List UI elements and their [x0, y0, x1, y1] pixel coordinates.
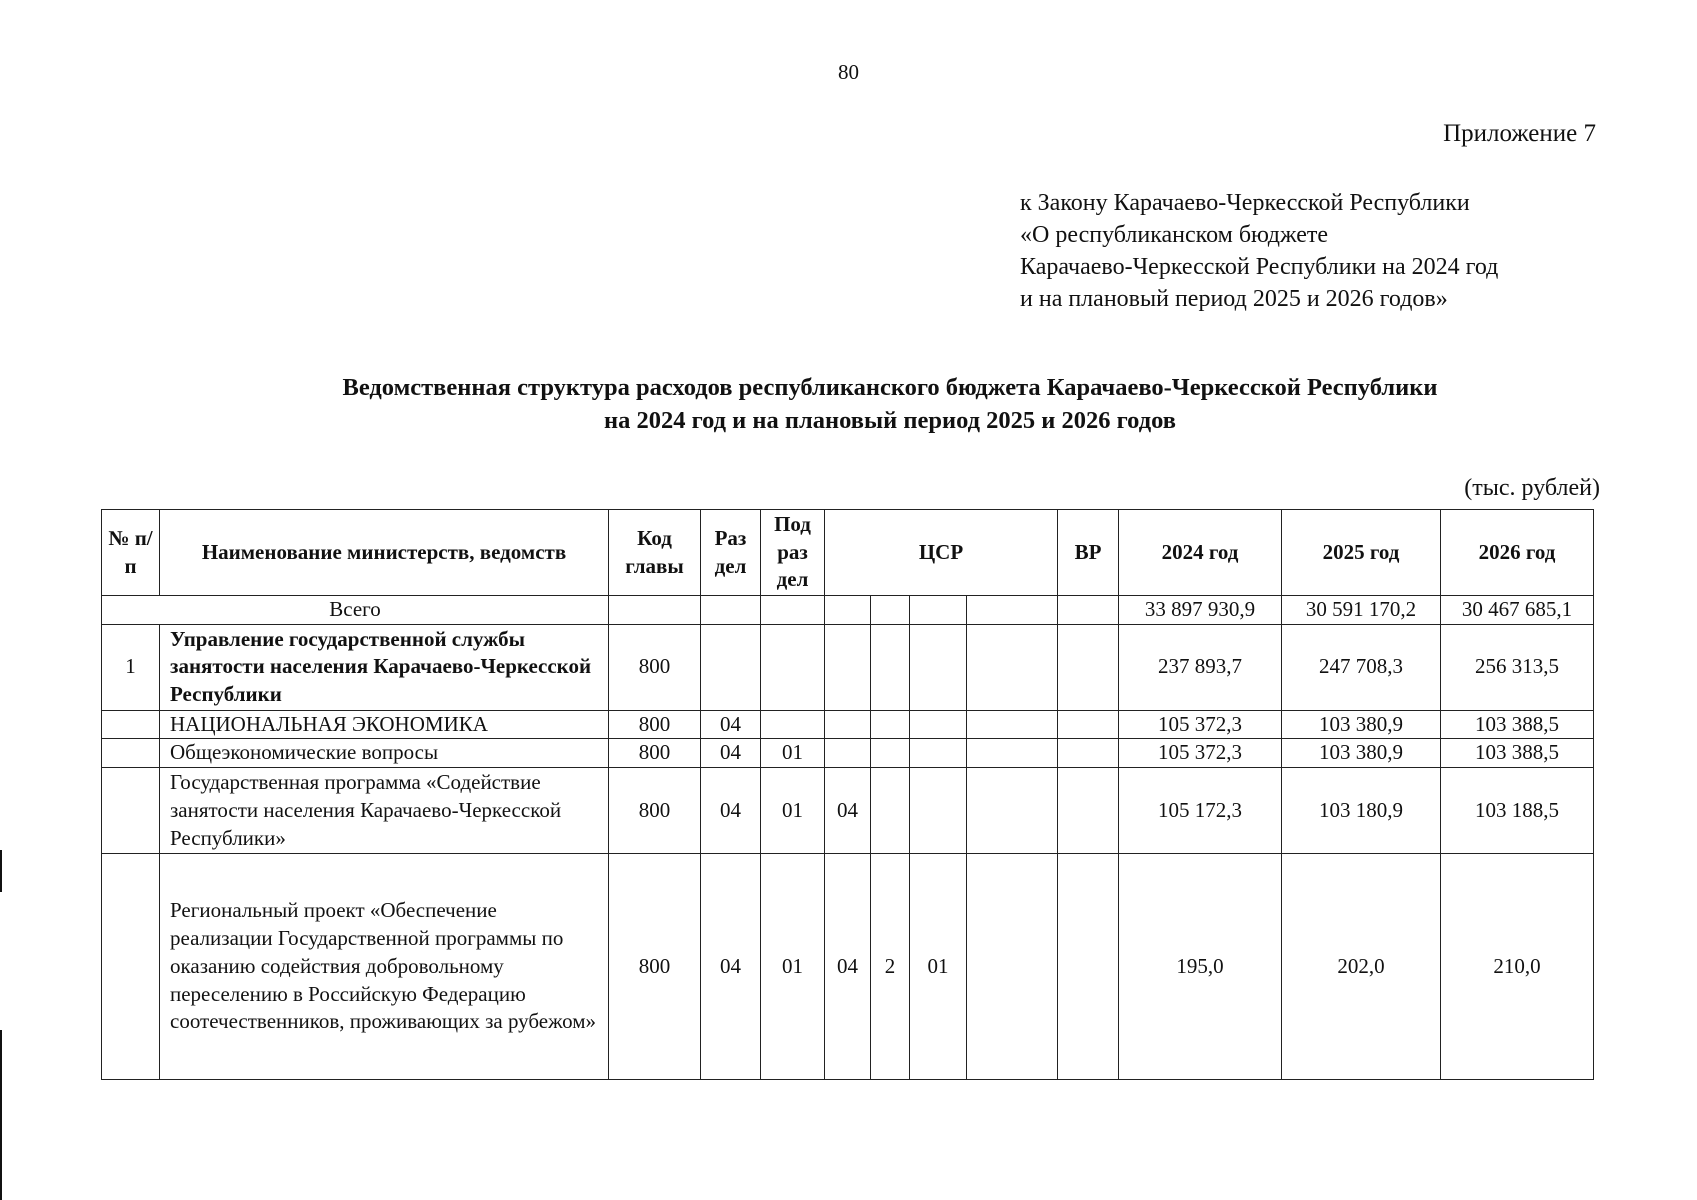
cell-subsection [761, 710, 825, 739]
header-name: Наименование министерств, ведомств [160, 510, 609, 596]
cell-csr-direction [967, 624, 1058, 710]
cell-csr-subprogram [910, 624, 967, 710]
cell-csr-program [825, 739, 871, 768]
total-2025: 30 591 170,2 [1282, 596, 1441, 625]
cell-csr-program: 04 [825, 854, 871, 1080]
cell-chapter: 800 [609, 739, 701, 768]
table-row [102, 624, 1594, 710]
cell-num [102, 768, 160, 854]
empty-cell [871, 596, 910, 625]
cell-2026: 103 388,5 [1441, 739, 1594, 768]
cell-2026: 103 188,5 [1441, 768, 1594, 854]
header-2024: 2024 год [1119, 510, 1282, 596]
cell-csr-program [825, 710, 871, 739]
header-csr: ЦСР [825, 510, 1058, 596]
cell-2024: 237 893,7 [1119, 624, 1282, 710]
budget-table [101, 509, 1594, 1080]
cell-section: 04 [701, 739, 761, 768]
law-reference [1020, 187, 1498, 316]
cell-name: Управление государственной службы занятости населения Карачаево-Черкесской Республики [160, 624, 609, 710]
total-label: Всего [102, 596, 609, 625]
page-number: 80 [838, 60, 859, 84]
cell-subsection: 01 [761, 854, 825, 1080]
cell-2025: 202,0 [1282, 854, 1441, 1080]
appendix-label: Приложение 7 [1443, 120, 1596, 147]
table-header-row [102, 510, 1594, 596]
cell-vr [1058, 768, 1119, 854]
cell-vr [1058, 739, 1119, 768]
cell-2026: 103 388,5 [1441, 710, 1594, 739]
cell-csr-direction [967, 854, 1058, 1080]
cell-2025: 247 708,3 [1282, 624, 1441, 710]
table-row [102, 710, 1594, 739]
header-subsection: Под раз дел [761, 510, 825, 596]
scan-edge-mark [0, 850, 2, 892]
cell-csr-subprogram [910, 739, 967, 768]
law-reference-line: Карачаево-Черкесской Республики на 2024 год [1020, 254, 1499, 281]
cell-csr-program: 04 [825, 768, 871, 854]
cell-csr-subprogram [910, 710, 967, 739]
cell-num [102, 854, 160, 1080]
total-2024: 33 897 930,9 [1119, 596, 1282, 625]
cell-csr-subprogram [910, 768, 967, 854]
document-title-line: на 2024 год и на плановый период 2025 и 2026 годов [603, 406, 1176, 434]
cell-chapter: 800 [609, 624, 701, 710]
cell-csr-direction [967, 739, 1058, 768]
cell-section [701, 624, 761, 710]
cell-section: 04 [701, 854, 761, 1080]
cell-name: Региональный проект «Обеспечение реализации Государственной программы по оказанию содействия добровольному переселению в Российскую Федерацию соотечественников, проживающих за рубежом» [160, 854, 609, 1080]
header-vr: ВР [1058, 510, 1119, 596]
cell-2025: 103 180,9 [1282, 768, 1441, 854]
cell-section: 04 [701, 710, 761, 739]
law-reference-line: к Закону Карачаево-Черкесской Республики [1020, 190, 1470, 216]
cell-subsection: 01 [761, 768, 825, 854]
total-2026: 30 467 685,1 [1441, 596, 1594, 625]
cell-subsection: 01 [761, 739, 825, 768]
cell-2024: 195,0 [1119, 854, 1282, 1080]
empty-cell [825, 596, 871, 625]
cell-num [102, 739, 160, 768]
cell-2025: 103 380,9 [1282, 739, 1441, 768]
empty-cell [609, 596, 701, 625]
cell-section: 04 [701, 768, 761, 854]
cell-2026: 210,0 [1441, 854, 1594, 1080]
cell-csr-type [871, 710, 910, 739]
cell-num [102, 710, 160, 739]
empty-cell [1058, 596, 1119, 625]
cell-num: 1 [102, 624, 160, 710]
cell-subsection [761, 624, 825, 710]
cell-csr-type [871, 739, 910, 768]
cell-csr-direction [967, 768, 1058, 854]
header-chapter: Код главы [609, 510, 701, 596]
header-2026: 2026 год [1441, 510, 1594, 596]
document-title [0, 372, 1697, 437]
cell-vr [1058, 710, 1119, 739]
empty-cell [761, 596, 825, 625]
cell-name: Общеэкономические вопросы [160, 739, 609, 768]
cell-2025: 103 380,9 [1282, 710, 1441, 739]
cell-2024: 105 372,3 [1119, 710, 1282, 739]
cell-vr [1058, 624, 1119, 710]
cell-2024: 105 372,3 [1119, 739, 1282, 768]
document-title-line: Ведомственная структура расходов республиканского бюджета Карачаево-Черкесской Республики [342, 374, 1438, 401]
cell-csr-subprogram: 01 [910, 854, 967, 1080]
empty-cell [701, 596, 761, 625]
cell-name: Государственная программа «Содействие занятости населения Карачаево-Черкесской Республики» [160, 768, 609, 854]
header-section: Раз дел [701, 510, 761, 596]
law-reference-line: и на плановый период 2025 и 2026 годов» [1020, 286, 1448, 313]
table-row-total [102, 596, 1594, 625]
cell-csr-type: 2 [871, 854, 910, 1080]
cell-vr [1058, 854, 1119, 1080]
table-row [102, 854, 1594, 1080]
cell-2024: 105 172,3 [1119, 768, 1282, 854]
units-label: (тыс. рублей) [1464, 475, 1600, 501]
cell-csr-type [871, 624, 910, 710]
cell-chapter: 800 [609, 854, 701, 1080]
empty-cell [967, 596, 1058, 625]
header-2025: 2025 год [1282, 510, 1441, 596]
law-reference-line: «О республиканском бюджете [1020, 222, 1329, 249]
cell-name: НАЦИОНАЛЬНАЯ ЭКОНОМИКА [160, 710, 609, 739]
table-row [102, 768, 1594, 854]
cell-csr-direction [967, 710, 1058, 739]
table-row [102, 739, 1594, 768]
empty-cell [910, 596, 967, 625]
cell-2026: 256 313,5 [1441, 624, 1594, 710]
scan-edge-mark [0, 1030, 2, 1200]
cell-csr-type [871, 768, 910, 854]
cell-chapter: 800 [609, 710, 701, 739]
cell-csr-program [825, 624, 871, 710]
header-num: № п/п [102, 510, 160, 596]
cell-chapter: 800 [609, 768, 701, 854]
